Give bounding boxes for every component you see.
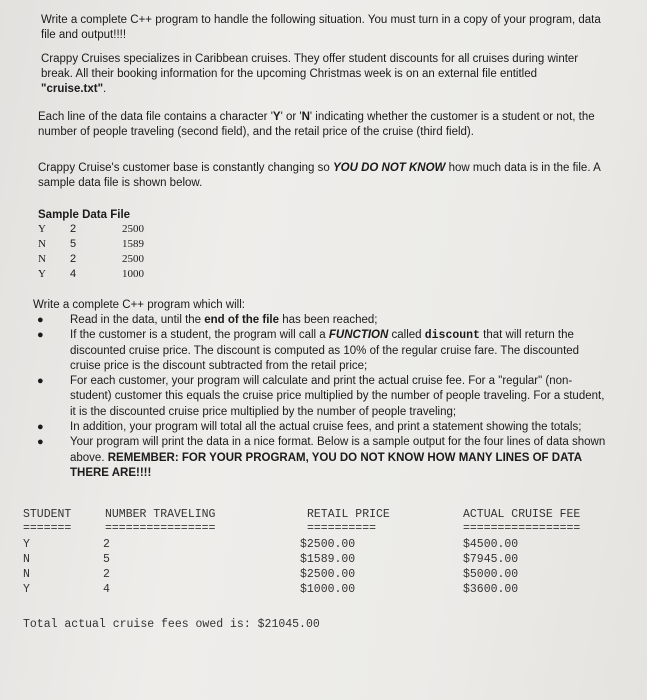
output-student-column: Y N N Y (23, 538, 30, 596)
list-item: ● If the customer is a student, the program will call a FUNCTION called discount that will return the discounted cruise price. The discount is computed as 10% of the regular cruise fare. The discounted cruise price is the discount subtracted from the retail price; (37, 329, 580, 372)
output-underline: ================= (463, 522, 581, 535)
output-header-student: STUDENT (23, 508, 72, 521)
sample-data-title: Sample Data File (38, 209, 131, 221)
file-format-paragraph: Each line of the data file contains a character 'Y' or 'N' indicating whether the customer is a student or not, the number of people traveling (second field), and the retail price of the cruise (third field). (38, 111, 595, 138)
sample-data-price-column: 2500 1589 2500 1000 (122, 223, 144, 280)
output-underline: ========== (307, 522, 377, 535)
requirements-list (30, 313, 610, 481)
intro-paragraph: Write a complete C++ program to handle the following situation. You must turn in a copy of your program, data file and output!!!! (41, 14, 601, 41)
list-item: ● Read in the data, until the end of the file has been reached; (30, 313, 610, 328)
unknown-data-paragraph: Crappy Cruise's customer base is constantly changing so YOU DO NOT KNOW how much data is in the file. A sample data file is shown below. (38, 162, 601, 189)
sample-data-people-column: 2 5 2 4 (69, 223, 77, 280)
output-number-column: 2 5 2 4 (103, 538, 110, 596)
list-item: ● Your program will print the data in a nice format. Below is a sample output for the four lines of data shown above. REMEMBER: FOR YOUR PROGRAM, YOU DO NOT KNOW HOW MANY LINES OF DATA THERE ARE!!!! (37, 436, 606, 479)
output-underline: ======= (23, 522, 72, 535)
output-header-actual: ACTUAL CRUISE FEE (463, 508, 581, 521)
output-header-number: NUMBER TRAVELING (105, 508, 216, 521)
output-underline: ================ (105, 522, 216, 535)
bullet-icon: ● (37, 375, 44, 388)
bullet-icon: ● (37, 329, 44, 342)
bullet-icon: ● (37, 436, 44, 449)
list-item: ● For each customer, your program will calculate and print the actual cruise fee. For a "regular" (non-student) customer this equals the cruise price multiplied by the number of people traveling. For a student, it is the discounted cruise price multiplied by the number of people traveling; (37, 375, 605, 418)
output-header-retail: RETAIL PRICE (307, 508, 390, 521)
requirements-intro: Write a complete C++ program which will: (33, 299, 245, 311)
sample-data-student-column: Y N N Y (38, 223, 46, 280)
bullet-icon: ● (37, 421, 44, 434)
output-retail-column: $2500.00 $1589.00 $2500.00 $1000.00 (300, 538, 356, 596)
output-total-line: Total actual cruise fees owed is: $21045.00 (23, 618, 320, 631)
bullet-icon: ● (37, 314, 44, 326)
list-item: ● In addition, your program will total all the actual cruise fees, and print a statement showing the totals; (30, 420, 610, 435)
company-paragraph: Crappy Cruises specializes in Caribbean cruises. They offer student discounts for all cruises during winter break. All their booking information for the upcoming Christmas week is on an external file entitled "cruise.txt". (41, 53, 579, 95)
output-actual-column: $4500.00 $7945.00 $5000.00 $3600.00 (463, 538, 519, 596)
